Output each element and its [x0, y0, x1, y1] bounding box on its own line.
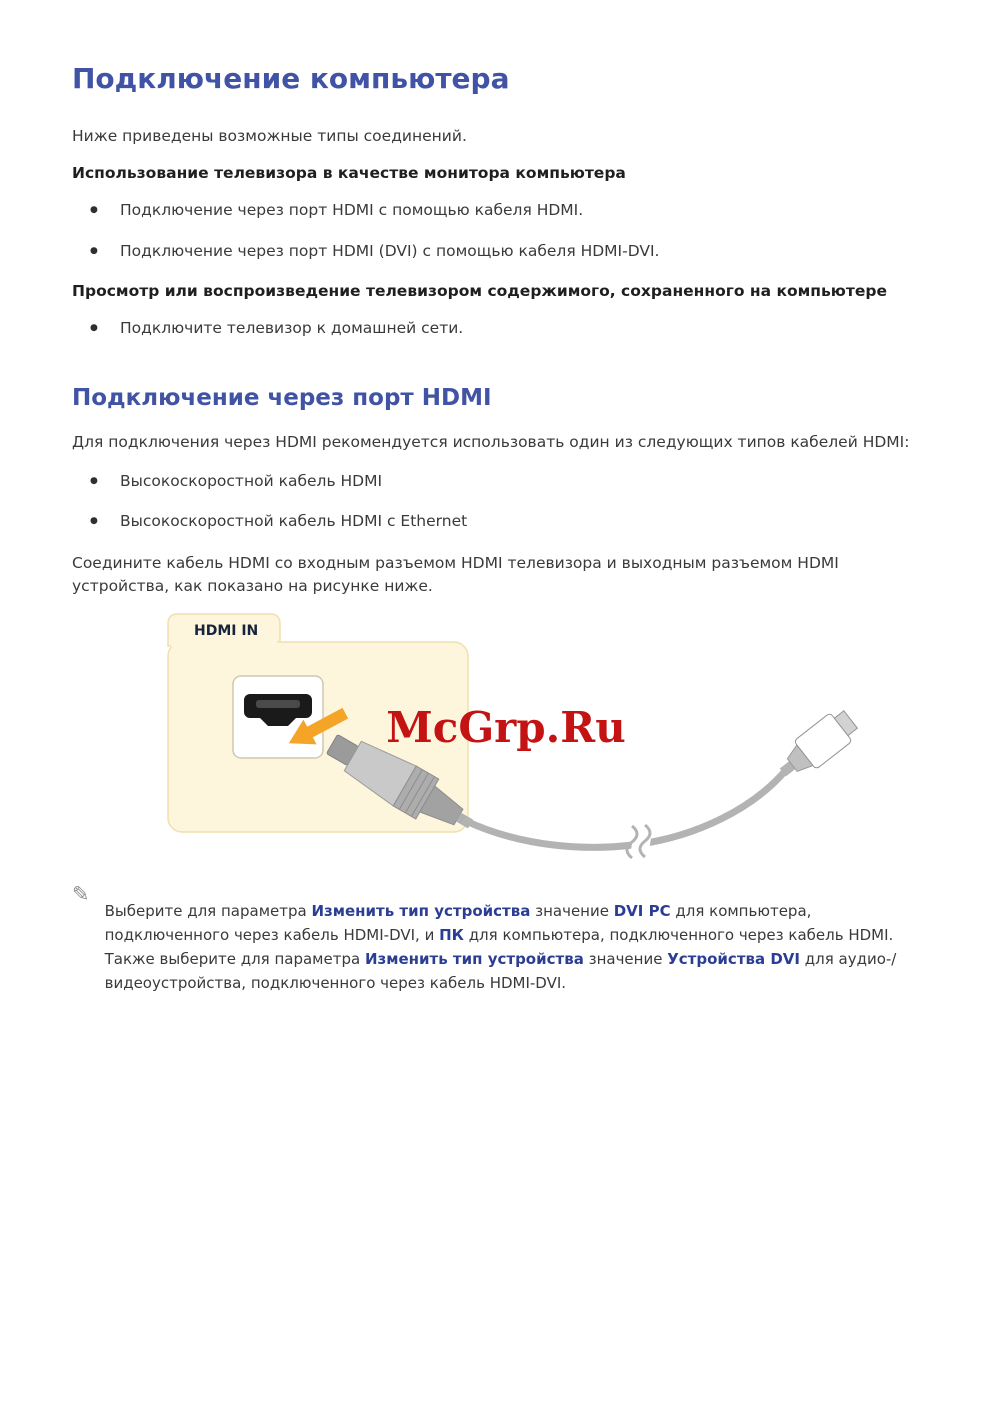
- source-plug-icon: [772, 706, 862, 787]
- hdmi-cable-list: [72, 471, 928, 533]
- note-term: Изменить тип устройства: [364, 950, 584, 969]
- hdmi-section-title: Подключение через порт HDMI: [72, 385, 492, 412]
- note-segment: Выберите для параметра: [104, 902, 312, 921]
- note-term: Устройства DVI: [667, 950, 800, 969]
- note-segment: значение: [583, 950, 668, 969]
- hdmi-connection-diagram: [0, 606, 1000, 874]
- hdmi-intro-text: Для подключения через HDMI рекомендуется использовать один из следующих типов кабелей HDMI:: [72, 433, 910, 452]
- list-item: [72, 241, 928, 263]
- note-term: DVI PC: [613, 902, 671, 921]
- hdmi-cable: [466, 770, 786, 867]
- list-item-text: Подключение через порт HDMI с помощью кабеля HDMI.: [120, 201, 584, 220]
- note-text: [105, 899, 905, 995]
- bullet-icon: ●: [90, 475, 98, 486]
- note-term: Изменить тип устройства: [311, 902, 531, 921]
- pencil-icon: ✎: [72, 882, 90, 907]
- diagram-svg: [0, 606, 1000, 874]
- watermark-text: McGrp.Ru: [386, 703, 626, 753]
- intro-text: Ниже приведены возможные типы соединений.: [72, 127, 467, 145]
- list-item: [72, 511, 928, 533]
- bullet-icon: ●: [90, 322, 98, 333]
- note-segment: для аудио-/видеоустройства, подключенного через кабель HDMI-DVI.: [104, 950, 897, 993]
- list-item-text: Высокоскоростной кабель HDMI: [120, 471, 383, 490]
- play-content-heading: Просмотр или воспроизведение телевизором содержимого, сохраненного на компьютере: [72, 281, 887, 300]
- note-term: ПК: [439, 926, 464, 945]
- monitor-bullet-list: [72, 200, 928, 262]
- note-segment: для компьютера, подключенного через кабель HDMI. Также выберите для параметра: [104, 926, 894, 969]
- list-item: [72, 200, 928, 222]
- play-bullet-list: [72, 318, 928, 340]
- list-item-text: Подключите телевизор к домашней сети.: [120, 318, 464, 337]
- list-item-text: Высокоскоростной кабель HDMI с Ethernet: [120, 512, 468, 531]
- monitor-usage-heading: Использование телевизора в качестве монитора компьютера: [72, 164, 626, 183]
- bullet-icon: ●: [90, 245, 98, 256]
- bullet-icon: ●: [90, 516, 98, 527]
- list-item-text: Подключение через порт HDMI (DVI) с помощью кабеля HDMI-DVI.: [120, 241, 660, 260]
- note-segment: значение: [530, 902, 614, 921]
- note-segment: для компьютера, подключенного через кабель HDMI-DVI, и: [104, 902, 812, 945]
- hdmi-port-icon: [233, 676, 323, 758]
- hdmi-in-label: HDMI IN: [194, 623, 259, 640]
- bullet-icon: ●: [90, 205, 98, 216]
- connect-instruction-text: Соедините кабель HDMI со входным разъемом HDMI телевизора и выходным разъемом HDMI устройства, как показано на рисунке ниже.: [72, 553, 839, 596]
- list-item: [72, 471, 928, 493]
- list-item: [72, 318, 928, 340]
- page-title: Подключение компьютера: [72, 62, 510, 95]
- note-block: [72, 884, 928, 1010]
